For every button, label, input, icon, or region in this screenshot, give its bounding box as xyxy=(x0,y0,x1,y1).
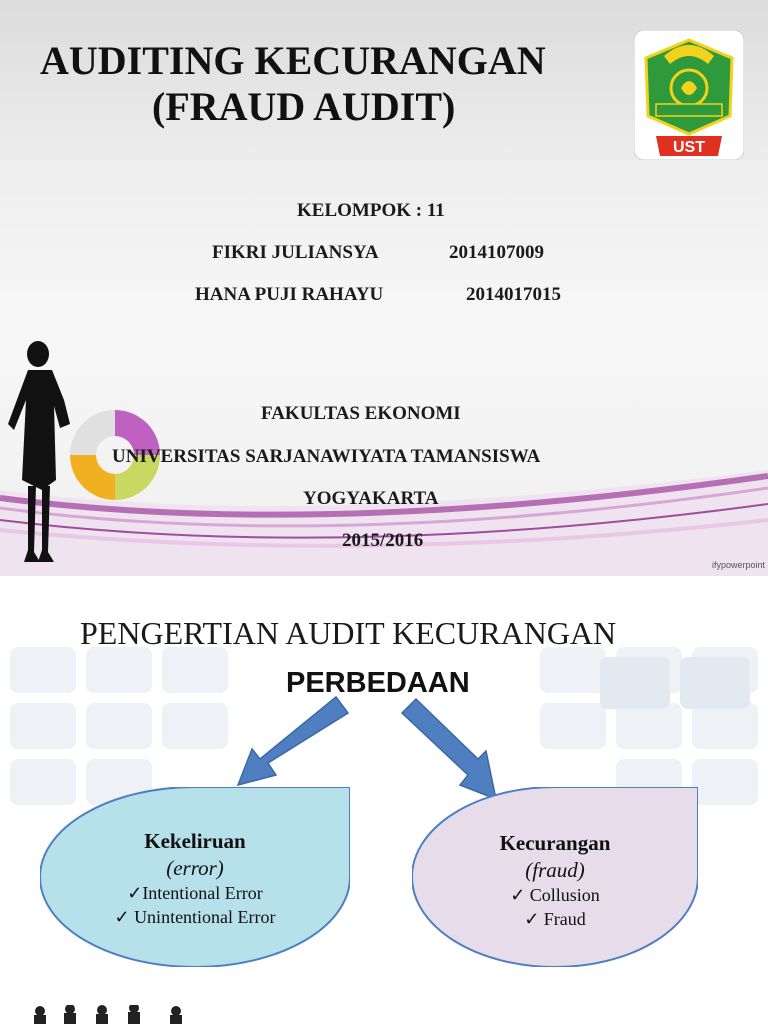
arrow-left xyxy=(238,697,348,785)
fraud-item-2: ✓ Fraud xyxy=(524,909,586,929)
member-2-name: HANA PUJI RAHAYU xyxy=(195,284,384,305)
arrow-right xyxy=(402,699,496,799)
group-label: KELOMPOK : 11 xyxy=(297,200,445,221)
fraud-item-1: ✓ Collusion xyxy=(510,885,600,905)
slide-2[interactable] xyxy=(0,587,768,1024)
slide-2-title: PENGERTIAN AUDIT KECURANGAN xyxy=(80,615,617,651)
people-silhouettes xyxy=(0,1005,768,1024)
faculty: FAKULTAS EKONOMI xyxy=(261,403,461,424)
slide-1-title xyxy=(40,38,640,130)
error-item-1: ✓Intentional Error xyxy=(127,883,263,903)
fraud-sub: (fraud) xyxy=(525,858,585,882)
error-item-2: ✓ Unintentional Error xyxy=(114,907,276,927)
fraud-heading: Kecurangan xyxy=(499,831,611,855)
error-sub: (error) xyxy=(166,856,224,880)
woman-silhouette xyxy=(0,340,90,570)
check-icon: ✓ xyxy=(524,909,544,929)
ust-logo xyxy=(634,30,744,160)
fraud-bubble xyxy=(412,787,698,967)
member-1-id: 2014107009 xyxy=(449,242,544,263)
title-line-1: AUDITING KECURANGAN xyxy=(40,38,546,83)
member-1-name: FIKRI JULIANSYA xyxy=(212,242,379,263)
logo-banner-text: UST xyxy=(673,139,705,156)
slide-2-subtitle: PERBEDAAN xyxy=(286,667,470,699)
title-line-2: (FRAUD AUDIT) xyxy=(152,84,456,129)
city: YOGYAKARTA xyxy=(303,488,439,509)
check-icon: ✓ xyxy=(127,883,143,903)
check-icon: ✓ xyxy=(114,907,135,927)
error-bubble xyxy=(40,787,350,967)
check-icon: ✓ xyxy=(510,885,530,905)
watermark: ifypowerpoint xyxy=(712,560,766,570)
year: 2015/2016 xyxy=(342,530,424,551)
error-heading: Kekeliruan xyxy=(144,829,246,853)
university: UNIVERSITAS SARJANAWIYATA TAMANSISWA xyxy=(112,446,541,467)
member-2-id: 2014017015 xyxy=(466,284,561,305)
